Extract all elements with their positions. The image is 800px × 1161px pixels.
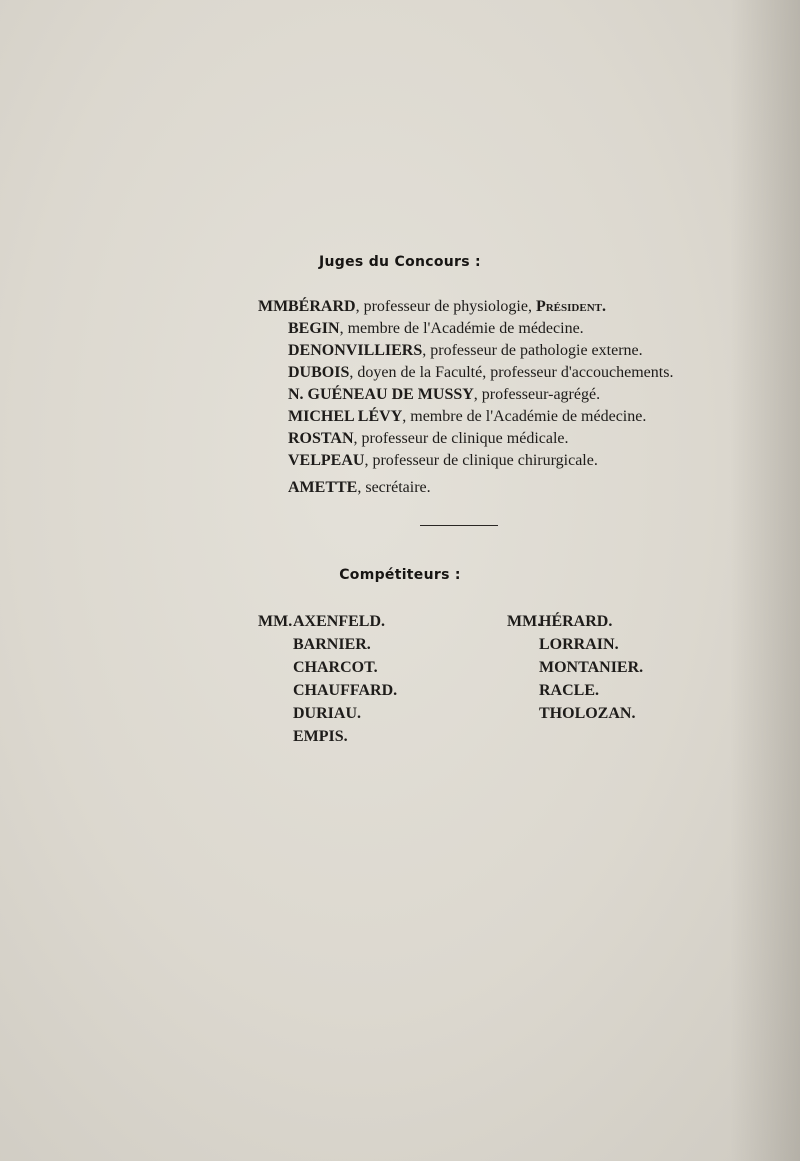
competitor-name: EMPIS. bbox=[293, 728, 348, 745]
competitor-name: THOLOZAN. bbox=[539, 705, 636, 722]
judges-prefix: MM. bbox=[258, 298, 293, 315]
judge-name: DENONVILLIERS bbox=[288, 342, 423, 359]
competitors-left-prefix: MM. bbox=[258, 613, 293, 630]
judge-title: Président. bbox=[535, 298, 606, 315]
judge-line bbox=[288, 428, 569, 450]
judge-role: , professeur-agrégé. bbox=[473, 386, 601, 403]
judge-name: DUBOIS bbox=[288, 364, 350, 381]
competitor-name: HÉRARD. bbox=[539, 613, 613, 630]
competitor-name: AXENFELD. bbox=[293, 613, 386, 630]
judge-line bbox=[288, 477, 431, 499]
judge-name: AMETTE bbox=[288, 479, 358, 496]
judge-role: , secrétaire. bbox=[357, 479, 431, 496]
judge-name: N. GUÉNEAU DE MUSSY bbox=[288, 386, 474, 403]
competitors-heading: Compétiteurs : bbox=[339, 567, 461, 583]
competitor-name: RACLE. bbox=[539, 682, 600, 699]
judge-name: BEGIN bbox=[288, 320, 340, 337]
competitor-name: DURIAU. bbox=[293, 705, 361, 722]
competitor-name: MONTANIER. bbox=[539, 659, 644, 676]
competitor-name: LORRAIN. bbox=[539, 636, 619, 653]
judge-line bbox=[288, 296, 606, 318]
judge-line bbox=[288, 362, 673, 384]
judge-line bbox=[288, 450, 598, 472]
judge-name: BÉRARD bbox=[288, 298, 356, 315]
competitor-name: CHAUFFARD. bbox=[293, 682, 398, 699]
judges-heading: Juges du Concours : bbox=[319, 254, 481, 270]
competitors-right-prefix: MM. bbox=[507, 613, 542, 630]
judge-name: MICHEL LÉVY bbox=[288, 408, 403, 425]
competitor-name: BARNIER. bbox=[293, 636, 371, 653]
judge-line bbox=[288, 384, 600, 406]
judge-role: , membre de l'Académie de médecine. bbox=[339, 320, 584, 337]
judge-name: ROSTAN bbox=[288, 430, 354, 447]
judge-line bbox=[288, 340, 643, 362]
judge-role: , professeur de clinique médicale. bbox=[353, 430, 569, 447]
judge-name: VELPEAU bbox=[288, 452, 365, 469]
judge-line bbox=[288, 318, 584, 340]
judge-role: , professeur de physiologie, bbox=[355, 298, 536, 315]
judge-role: , membre de l'Académie de médecine. bbox=[402, 408, 647, 425]
judge-role: , doyen de la Faculté, professeur d'accouchements. bbox=[349, 364, 674, 381]
section-divider bbox=[420, 525, 498, 526]
judge-role: , professeur de pathologie externe. bbox=[422, 342, 643, 359]
judge-line bbox=[288, 406, 646, 428]
judge-role: , professeur de clinique chirurgicale. bbox=[364, 452, 598, 469]
competitor-name: CHARCOT. bbox=[293, 659, 378, 676]
